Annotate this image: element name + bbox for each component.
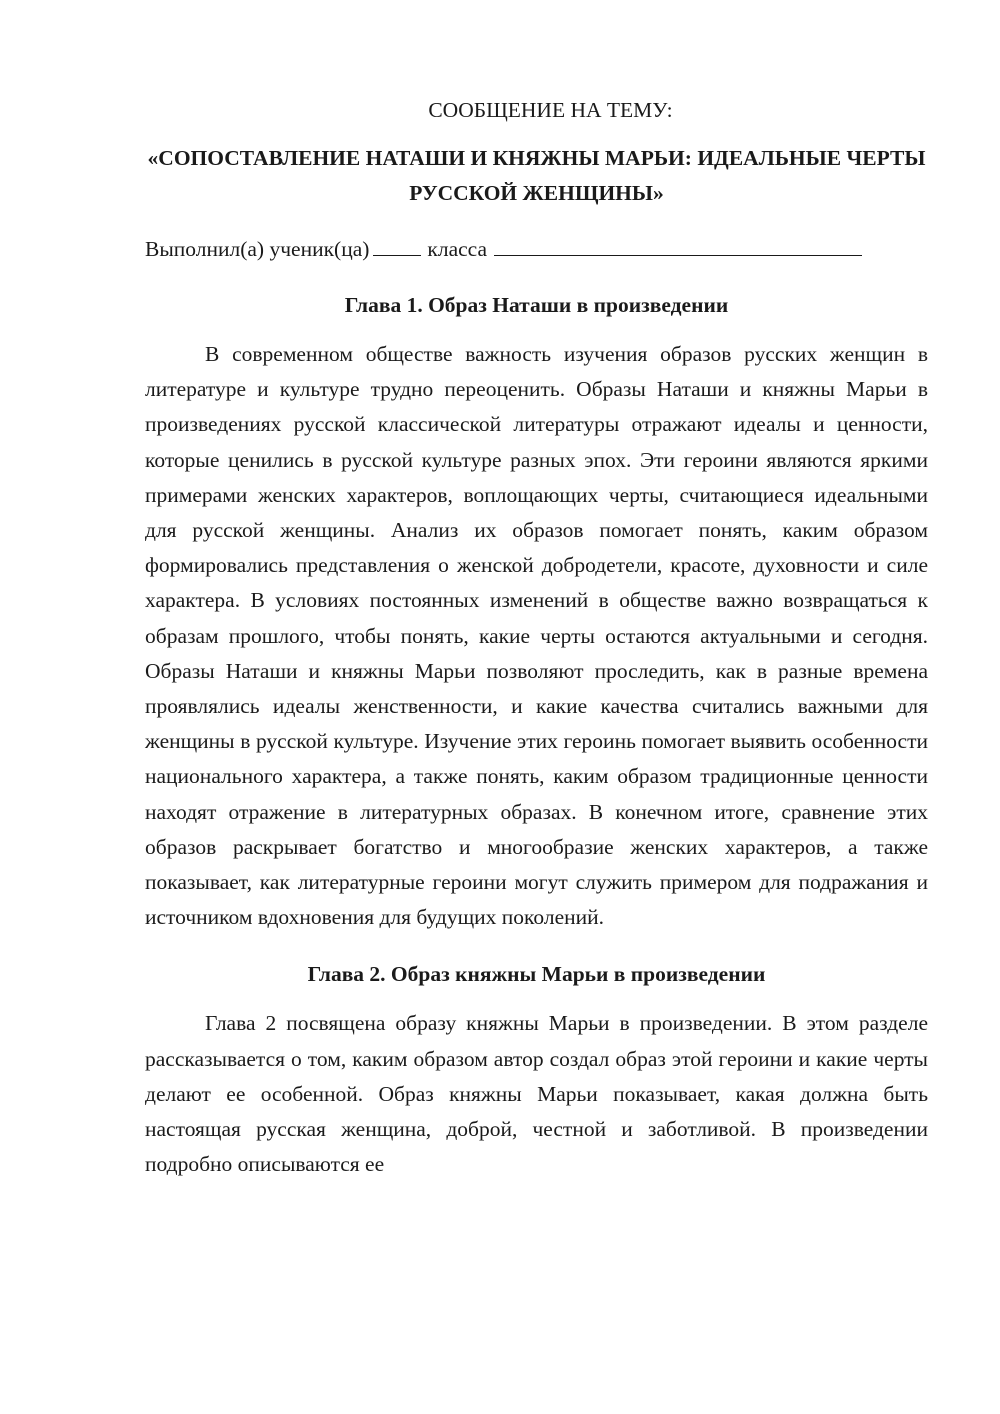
author-prefix: Выполнил(а) ученик(ца)	[145, 237, 370, 261]
document-page	[145, 92, 928, 1182]
chapter1-paragraph: В современном обществе важность изучения образов русских женщин в литературе и культуре трудно переоценить. Образы Наташи и княжны Марьи в произведениях русской классической литературы отражают идеалы и ценности, которые ценились в русской культуре разных эпох. Эти героини являются яркими примерами женских характеров, воплощающих черты, считающиеся идеальными для русской женщины. Анализ их образов помогает понять, каким образом формировались представления о женской добродетели, красоте, духовности и силе характера. В условиях постоянных изменений в обществе важно возвращаться к образам прошлого, чтобы понять, какие черты остаются актуальными и сегодня. Образы Наташи и княжны Марьи позволяют проследить, как в разные времена проявлялись идеалы женственности, и какие качества считались важными для женщины в русской культуре. Изучение этих героинь помогает выявить особенности национального характера, а также понять, каким образом традиционные ценности находят отражение в литературных образах. В конечном итоге, сравнение этих образов раскрывает богатство и многообразие женских характеров, а также показывает, как литературные героини могут служить примером для подражания и источником вдохновения для будущих поколений.	[145, 342, 928, 930]
class-number-blank	[373, 235, 421, 256]
author-class-word: класса	[427, 237, 488, 261]
student-name-blank	[494, 235, 862, 256]
document-title: «СОПОСТАВЛЕНИЕ НАТАШИ И КНЯЖНЫ МАРЬИ: ИДЕАЛЬНЫЕ ЧЕРТЫ РУССКОЙ ЖЕНЩИНЫ»	[147, 146, 926, 205]
chapter2-heading: Глава 2. Образ княжны Марьи в произведении	[307, 962, 766, 987]
document-pre-title: СООБЩЕНИЕ НА ТЕМУ:	[428, 98, 673, 122]
author-line	[145, 231, 928, 267]
chapter1-heading: Глава 1. Образ Наташи в произведении	[344, 293, 729, 317]
chapter2-paragraph: Глава 2 посвящена образу княжны Марьи в произведении. В этом разделе рассказывается о том, каким образом автор создал образ этой героини и какие черты делают ее особенной. Образ княжны Марьи показывает, какая должна быть настоящая русская женщина, доброй, честной и заботливой. В произведении подробно описываются ее	[145, 1011, 928, 1177]
